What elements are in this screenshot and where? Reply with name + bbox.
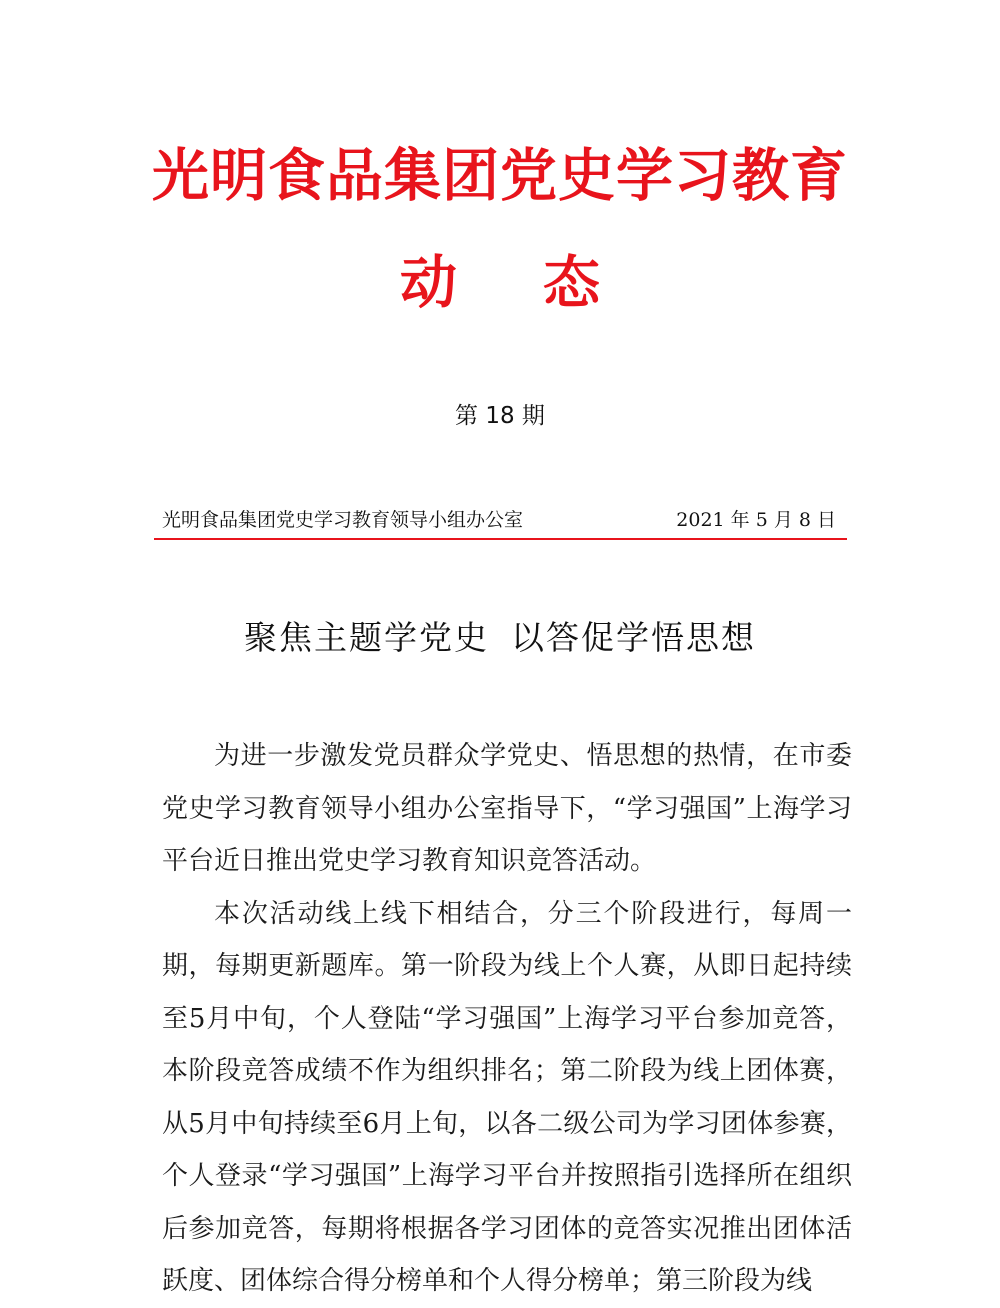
body-paragraph: 为进一步激发党员群众学党史、悟思想的热情，在市委党史学习教育领导小组办公室指导下，“学习强国”上海学习平台近日推出党史学习教育知识竞答活动。 [162,741,852,876]
masthead-title-line1: 光明食品集团党史学习教育 [152,143,848,209]
issue-date: 2021 年 5 月 8 日 [676,509,836,531]
header-divider [154,538,847,540]
masthead-title-char-tai: 态 [543,250,600,316]
masthead-title-char-dong: 动 [400,250,457,316]
article-title [0,612,1000,659]
article-title-part1: 聚焦主题学党史 [244,618,489,657]
article-title-part2: 以答促学悟思想 [511,618,756,657]
masthead-title-line2 [0,250,1000,316]
issue-number: 第 18 期 [455,403,545,429]
issuer-name: 光明食品集团党史学习教育领导小组办公室 [162,509,524,531]
body-paragraph: 本次活动线上线下相结合，分三个阶段进行，每周一期，每期更新题库。第一阶段为线上个人赛，从即日起持续至5月中旬，个人登陆“学习强国”上海学习平台参加竞答，本阶段竞答成绩不作为组织排名；第二阶段为线上团体赛，从5月中旬持续至6月上旬，以各二级公司为学习团体参赛，个人登录“学习强国”上海学习平台并按照指引选择所在组织后参加竞答，每期将根据各学习团体的竞答实况推出团体活跃度、团体综合得分榜单和个人得分榜单；第三阶段为线 [162,898,852,1296]
article-body [162,730,852,1308]
